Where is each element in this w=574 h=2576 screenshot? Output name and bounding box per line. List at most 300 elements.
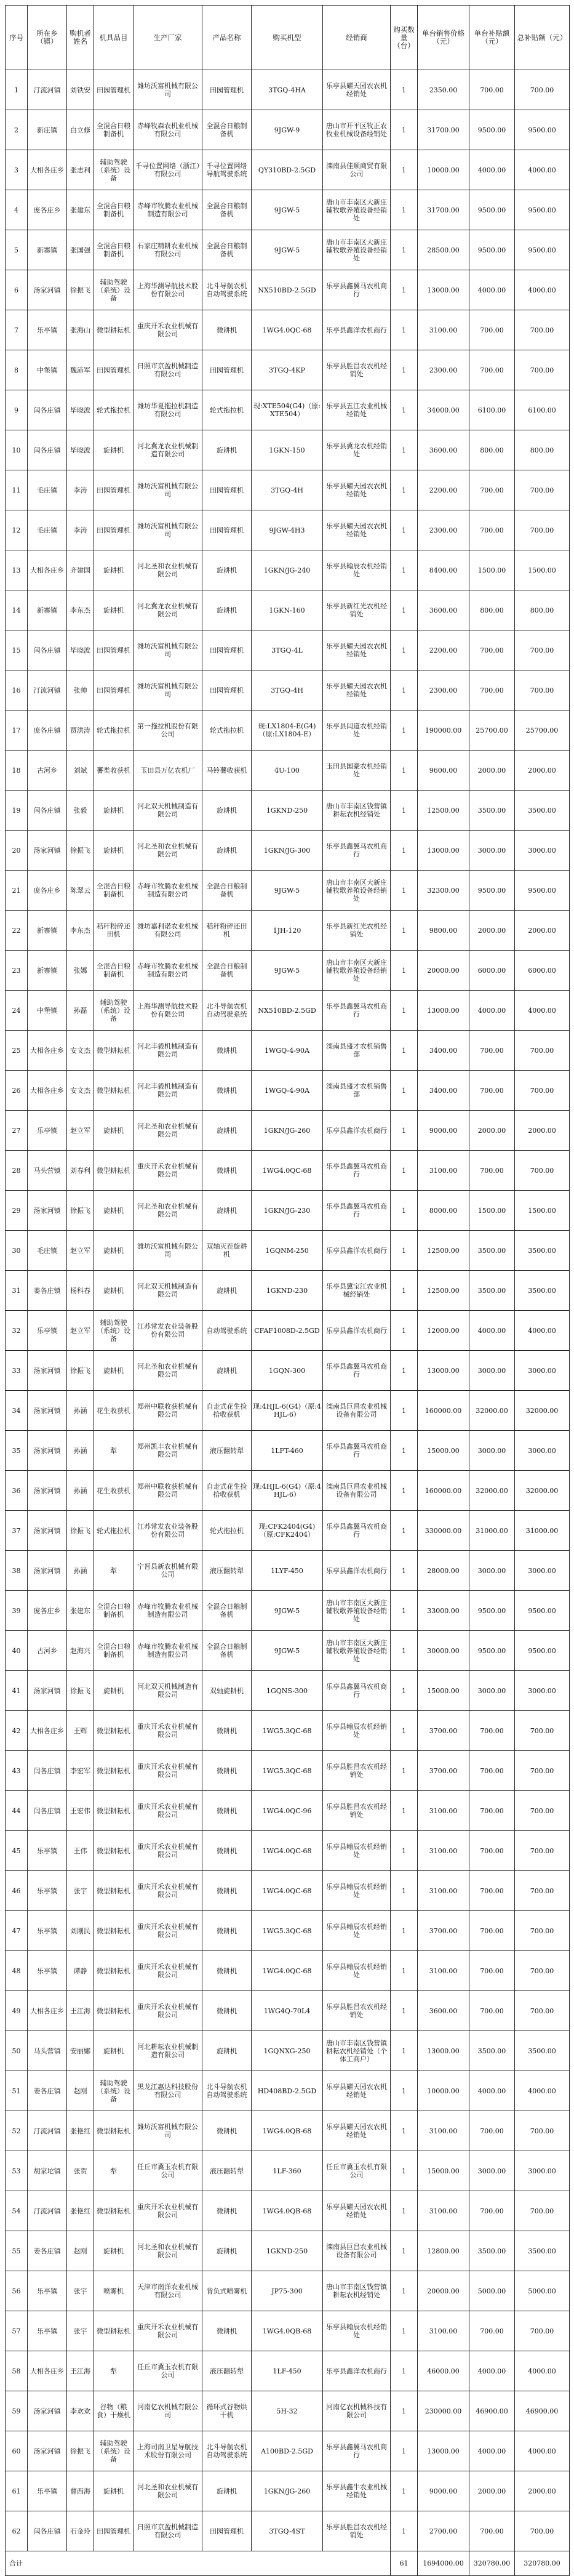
row-no: 28: [6, 1151, 28, 1191]
table-row: [6, 951, 570, 991]
row-town: 汤家河镇: [28, 1471, 67, 1511]
row-category: 轮式拖拉机: [94, 1511, 134, 1551]
row-category: 犁: [94, 2351, 134, 2391]
row-model: 9JGW-4H3: [252, 510, 323, 550]
table-row: [6, 390, 570, 430]
row-category: 辅助驾驶（系统）设备: [94, 150, 134, 190]
row-unit-price: 12500.00: [418, 1271, 469, 1311]
row-total-subsidy: 700.00: [515, 2311, 570, 2351]
row-product: 微耕机: [202, 1951, 252, 1991]
row-unit-subsidy: 9500.00: [469, 110, 515, 150]
table-row: [6, 1911, 570, 1951]
row-model: 1GKN/JG-300: [252, 831, 323, 871]
row-no: 26: [6, 1071, 28, 1111]
row-maker: 河南亿农机械有限公司: [134, 2391, 202, 2431]
row-no: 47: [6, 1911, 28, 1951]
row-product: 微耕机: [202, 1071, 252, 1111]
row-buyer: 刘铁安: [67, 70, 94, 110]
row-town: 大相各庄乡: [28, 550, 67, 590]
row-total-subsidy: 700.00: [515, 1991, 570, 2031]
row-maker: 河北圣和农业机械有限公司: [134, 550, 202, 590]
row-model: 9JGW-5: [252, 190, 323, 230]
table-row: [6, 630, 570, 670]
row-qty: 1: [391, 1271, 418, 1311]
row-buyer: 石金玲: [67, 2511, 94, 2551]
row-product: 微耕机: [202, 2191, 252, 2231]
row-unit-price: 31700.00: [418, 190, 469, 230]
table-row: [6, 710, 570, 751]
row-model: QY310BD-2.5GD: [252, 150, 323, 190]
row-dealer: 唐山市丰南区大新庄辅牧歌养殖设备经销处: [323, 1591, 391, 1631]
row-dealer: 唐山市丰南区钱营镇耕耘农机经销处（个体工商户）: [323, 2031, 391, 2071]
row-product: 背负式喷雾机: [202, 2271, 252, 2311]
row-unit-price: 28000.00: [418, 1551, 469, 1591]
row-model: 1GKN/JG-260: [252, 2471, 323, 2511]
row-maker: 重庆开禾农业机械有限公司: [134, 1911, 202, 1951]
row-unit-subsidy: 32000.00: [469, 1391, 515, 1431]
header-product: 产品名称: [202, 6, 252, 70]
row-category: 田园管理机: [94, 470, 134, 510]
row-total-subsidy: 9500.00: [515, 190, 570, 230]
row-town: 闫各庄镇: [28, 2511, 67, 2551]
row-unit-price: 12500.00: [418, 791, 469, 831]
row-product: 自走式花生捡拾收获机: [202, 1471, 252, 1511]
row-category: 旋耕机: [94, 1191, 134, 1231]
table-row: [6, 510, 570, 550]
row-model: 9JGW-5: [252, 951, 323, 991]
row-total-subsidy: 31000.00: [515, 1511, 570, 1551]
row-category: 辅助驾驶（系统）设备: [94, 270, 134, 310]
row-model: 1LF-450: [252, 2351, 323, 2391]
row-qty: 1: [391, 550, 418, 590]
row-no: 16: [6, 670, 28, 710]
table-row: [6, 1551, 570, 1591]
row-dealer: 乐亭县胜昌农农机经销处: [323, 350, 391, 390]
row-unit-subsidy: 5000.00: [469, 2271, 515, 2311]
row-dealer: 唐山市丰南区大新庄辅牧歌养殖设备经销处: [323, 951, 391, 991]
row-qty: 1: [391, 230, 418, 270]
row-qty: 1: [391, 350, 418, 390]
row-model: 1GKND-250: [252, 2231, 323, 2271]
row-product: 微耕机: [202, 2111, 252, 2151]
row-category: 微型耕耘机: [94, 1991, 134, 2031]
row-qty: 1: [391, 1191, 418, 1231]
row-maker: 任丘市冀玉农机有限公司: [134, 2151, 202, 2191]
row-maker: 宁晋县新农机械有限公司: [134, 1551, 202, 1591]
row-town: 庞各庄乡: [28, 190, 67, 230]
row-model: 1LYF-450: [252, 1551, 323, 1591]
row-unit-subsidy: 6000.00: [469, 951, 515, 991]
row-dealer: 乐亭县鑫翼马农机商行: [323, 2431, 391, 2471]
row-dealer: 乐亭县耀天园农农机经销处: [323, 2111, 391, 2151]
row-dealer: 乐亭县鑫翼马农机商行: [323, 1151, 391, 1191]
row-total-subsidy: 700.00: [515, 1711, 570, 1751]
row-total-subsidy: 700.00: [515, 2111, 570, 2151]
row-maker: 日照市京盈机械制造有限公司: [134, 350, 202, 390]
row-unit-price: 3700.00: [418, 1751, 469, 1791]
row-model: NX510BD-2.5GD: [252, 991, 323, 1031]
row-dealer: 任丘市冀玉农机有限公司: [323, 2151, 391, 2191]
row-maker: 上海华测导航技术股份有限公司: [134, 991, 202, 1031]
row-buyer: 孙涵: [67, 1551, 94, 1591]
row-model: 1WG4.0QC-68: [252, 1831, 323, 1871]
row-buyer: 张海山: [67, 310, 94, 350]
row-no: 50: [6, 2031, 28, 2071]
row-dealer: 乐亭县五江农业机械经销处: [323, 390, 391, 430]
row-maker: 玉田县万亿农机厂: [134, 751, 202, 791]
row-dealer: 乐亭县胜昌农农机经销处: [323, 1991, 391, 2031]
row-unit-subsidy: 2000.00: [469, 751, 515, 791]
total-row: [6, 2551, 570, 2576]
row-town: 庞各庄乡: [28, 1591, 67, 1631]
total-unit-subsidy: 320780.00: [469, 2551, 515, 2576]
row-model: 1WG4.0QB-68: [252, 2191, 323, 2231]
row-dealer: 滦南县巨昌农业机械设备有限公司: [323, 1471, 391, 1511]
row-town: 乐亭镇: [28, 2271, 67, 2311]
row-maker: 潍坊嘉利诺农业机械有限公司: [134, 911, 202, 951]
row-unit-subsidy: 2000.00: [469, 1111, 515, 1151]
row-no: 13: [6, 550, 28, 590]
row-product: 田园管理机: [202, 510, 252, 550]
row-town: 大相各庄乡: [28, 150, 67, 190]
row-product: 轮式拖拉机: [202, 710, 252, 751]
row-model: 现:CFK2404(G4)（原:CFK2404）: [252, 1511, 323, 1551]
row-product: 北斗导航农机自动驾驶系统: [202, 991, 252, 1031]
row-maker: 郑州凯丰农业机械有限公司: [134, 1431, 202, 1471]
row-total-subsidy: 3500.00: [515, 791, 570, 831]
row-total-subsidy: 32000.00: [515, 1471, 570, 1511]
row-unit-price: 3100.00: [418, 1831, 469, 1871]
row-dealer: 乐亭县鑫洋农机商行: [323, 1111, 391, 1151]
row-unit-subsidy: 2000.00: [469, 2471, 515, 2511]
row-qty: 1: [391, 270, 418, 310]
row-total-subsidy: 3500.00: [515, 1271, 570, 1311]
row-category: 微型耕耘机: [94, 2191, 134, 2231]
row-dealer: 乐亭县鑫洋农机商行: [323, 1311, 391, 1351]
table-row: [6, 550, 570, 590]
row-qty: 1: [391, 510, 418, 550]
row-qty: 1: [391, 2111, 418, 2151]
row-product: 旋耕机: [202, 2471, 252, 2511]
row-town: 大相各庄乡: [28, 1071, 67, 1111]
row-model: 1WGQ-4-90A: [252, 1031, 323, 1071]
row-buyer: 徐振飞: [67, 831, 94, 871]
row-maker: 江苏常发农业装备股份有限公司: [134, 1311, 202, 1351]
row-buyer: 杨科春: [67, 1271, 94, 1311]
row-category: 微型耕耘机: [94, 1791, 134, 1831]
row-qty: 1: [391, 1631, 418, 1671]
row-category: 薯类收获机: [94, 751, 134, 791]
row-total-subsidy: 6100.00: [515, 390, 570, 430]
row-town: 马头营镇: [28, 2031, 67, 2071]
table-row: [6, 871, 570, 911]
row-no: 38: [6, 1551, 28, 1591]
row-qty: 1: [391, 390, 418, 430]
row-no: 30: [6, 1231, 28, 1271]
row-total-subsidy: 700.00: [515, 1751, 570, 1791]
row-product: 旋耕机: [202, 2031, 252, 2071]
row-qty: 1: [391, 1711, 418, 1751]
row-total-subsidy: 700.00: [515, 470, 570, 510]
row-no: 60: [6, 2431, 28, 2471]
row-total-subsidy: 2000.00: [515, 1111, 570, 1151]
row-model: 1WG4.0QC-68: [252, 1871, 323, 1911]
row-qty: 1: [391, 2031, 418, 2071]
row-unit-price: 3100.00: [418, 2111, 469, 2151]
row-maker: 潍坊沃富机械有限公司: [134, 2111, 202, 2151]
row-qty: 1: [391, 150, 418, 190]
row-maker: 潍坊沃富机械有限公司: [134, 510, 202, 550]
row-no: 39: [6, 1591, 28, 1631]
row-dealer: 乐亭县鑫翼马农机商行: [323, 1671, 391, 1711]
row-buyer: 安丽娜: [67, 2031, 94, 2071]
row-category: 微型耕耘机: [94, 1031, 134, 1071]
row-product: 液压翻转犁: [202, 1551, 252, 1591]
table-row: [6, 70, 570, 110]
row-unit-price: 28500.00: [418, 230, 469, 270]
row-category: 全混合日粮制备机: [94, 951, 134, 991]
row-no: 2: [6, 110, 28, 150]
row-model: 3TGQ-4KP: [252, 350, 323, 390]
row-dealer: 河南亿农机械科技有限公司: [323, 2391, 391, 2431]
row-category: 旋耕机: [94, 590, 134, 630]
row-maker: 河北双天机械制造有限公司: [134, 1271, 202, 1311]
row-model: CFAF1008D-2.5GD: [252, 1311, 323, 1351]
row-category: 旋耕机: [94, 2031, 134, 2071]
row-model: 现:XTE504(G4)（原:XTE504）: [252, 390, 323, 430]
row-model: 1GKND-230: [252, 1271, 323, 1311]
row-model: 1WG4.0QC-96: [252, 1791, 323, 1831]
row-buyer: 徐振飞: [67, 1511, 94, 1551]
row-product: 旋耕机: [202, 831, 252, 871]
row-no: 15: [6, 630, 28, 670]
row-category: 微型耕耘机: [94, 1151, 134, 1191]
row-total-subsidy: 9500.00: [515, 110, 570, 150]
row-category: 微型耕耘机: [94, 1711, 134, 1751]
row-buyer: 陈翠云: [67, 871, 94, 911]
row-maker: 郑州中联收获机械有限公司: [134, 1391, 202, 1431]
row-category: 辅助驾驶（系统）设备: [94, 991, 134, 1031]
row-maker: 上海司南卫星导航技术股份有限公司: [134, 2431, 202, 2471]
row-unit-subsidy: 4000.00: [469, 2071, 515, 2111]
row-dealer: 玉田县国豪农机经销处: [323, 751, 391, 791]
row-total-subsidy: 2000.00: [515, 911, 570, 951]
row-total-subsidy: 4000.00: [515, 270, 570, 310]
row-dealer: 乐亭县鑫翼马农机商行: [323, 831, 391, 871]
row-no: 52: [6, 2111, 28, 2151]
row-category: 微型耕耘机: [94, 1871, 134, 1911]
row-town: 闫各庄镇: [28, 791, 67, 831]
row-buyer: 李宏军: [67, 1751, 94, 1791]
table-row: [6, 1031, 570, 1071]
row-dealer: 滦南县佳顺商贸有限公司: [323, 150, 391, 190]
row-category: 旋耕机: [94, 430, 134, 470]
row-model: 1WG4Q-70L4: [252, 1991, 323, 2031]
header-model: 购买机型: [252, 6, 323, 70]
row-unit-subsidy: 700.00: [469, 70, 515, 110]
subsidy-table: [5, 5, 570, 2576]
header-dealer: 经销商: [323, 6, 391, 70]
row-no: 54: [6, 2191, 28, 2231]
row-model: 现:LX1804-E(G4)（原:LX1804-E）: [252, 710, 323, 751]
row-buyer: 赵刚: [67, 2231, 94, 2271]
row-no: 32: [6, 1311, 28, 1351]
row-no: 29: [6, 1191, 28, 1231]
table-row: [6, 1711, 570, 1751]
row-product: 马铃薯收获机: [202, 751, 252, 791]
row-unit-subsidy: 6100.00: [469, 390, 515, 430]
row-model: 1GKN-150: [252, 430, 323, 470]
row-buyer: 王辉: [67, 1711, 94, 1751]
row-qty: 1: [391, 1031, 418, 1071]
row-buyer: 张宇: [67, 2311, 94, 2351]
row-maker: 重庆开禾农业机械有限公司: [134, 1991, 202, 2031]
table-row: [6, 1831, 570, 1871]
row-total-subsidy: 25700.00: [515, 710, 570, 751]
row-qty: 1: [391, 2471, 418, 2511]
table-row: [6, 2471, 570, 2511]
row-town: 闫各庄镇: [28, 430, 67, 470]
row-unit-subsidy: 1500.00: [469, 550, 515, 590]
row-category: 微型耕耘机: [94, 1751, 134, 1791]
row-unit-price: 15000.00: [418, 1431, 469, 1471]
row-town: 汤家河镇: [28, 270, 67, 310]
row-total-subsidy: 32000.00: [515, 1391, 570, 1431]
row-buyer: 白立修: [67, 110, 94, 150]
row-unit-subsidy: 9500.00: [469, 871, 515, 911]
table-row: [6, 590, 570, 630]
row-maker: 千寻位置网络（浙江）有限公司: [134, 150, 202, 190]
row-category: 辅助驾驶（系统）设备: [94, 1311, 134, 1351]
row-total-subsidy: 3000.00: [515, 2151, 570, 2191]
row-product: 全混合日粮制备机: [202, 230, 252, 270]
table-row: [6, 1351, 570, 1391]
header-town: 所在乡（镇）: [28, 6, 67, 70]
row-qty: 1: [391, 1391, 418, 1431]
row-unit-price: 9000.00: [418, 2471, 469, 2511]
row-unit-subsidy: 3000.00: [469, 1671, 515, 1711]
row-unit-price: 2200.00: [418, 470, 469, 510]
row-model: 9JGW-5: [252, 230, 323, 270]
row-unit-price: 8400.00: [418, 550, 469, 590]
row-total-subsidy: 1500.00: [515, 550, 570, 590]
row-town: 汤家河镇: [28, 2431, 67, 2471]
row-product: 田园管理机: [202, 2511, 252, 2551]
row-no: 49: [6, 1991, 28, 2031]
row-qty: 1: [391, 1831, 418, 1871]
row-category: 犁: [94, 1551, 134, 1591]
table-row: [6, 350, 570, 390]
row-town: 汤家河镇: [28, 1431, 67, 1471]
row-town: 乐亭镇: [28, 310, 67, 350]
row-category: 旋耕机: [94, 1351, 134, 1391]
row-town: 汤家河镇: [28, 1391, 67, 1431]
row-category: 全混合日粮制备机: [94, 190, 134, 230]
row-town: 乐亭镇: [28, 1831, 67, 1871]
row-total-subsidy: 6000.00: [515, 951, 570, 991]
row-dealer: 乐亭县胜昌农农机经销处: [323, 1751, 391, 1791]
table-row: [6, 2431, 570, 2471]
row-unit-price: 15000.00: [418, 1671, 469, 1711]
row-category: 全混合日粮制备机: [94, 230, 134, 270]
row-maker: 潍坊华夏拖拉机制造有限公司: [134, 390, 202, 430]
row-dealer: 乐亭县翰辰农机经销处: [323, 1871, 391, 1911]
row-no: 62: [6, 2511, 28, 2551]
row-maker: 河北冀龙农业机械有限公司: [134, 590, 202, 630]
row-product: 田园管理机: [202, 670, 252, 710]
row-town: 汀流河镇: [28, 70, 67, 110]
row-town: 新寨镇: [28, 230, 67, 270]
row-dealer: 乐亭县鑫洋农机商行: [323, 1551, 391, 1591]
row-total-subsidy: 9500.00: [515, 230, 570, 270]
row-model: 9JGW-5: [252, 871, 323, 911]
row-buyer: 孙磊: [67, 991, 94, 1031]
row-unit-subsidy: 3500.00: [469, 791, 515, 831]
row-town: 姜各庄镇: [28, 1271, 67, 1311]
row-category: 田园管理机: [94, 2511, 134, 2551]
row-qty: 1: [391, 1671, 418, 1711]
row-dealer: 乐亭县耀天园农农机经销处: [323, 510, 391, 550]
row-unit-price: 3100.00: [418, 1871, 469, 1911]
row-unit-subsidy: 700.00: [469, 310, 515, 350]
row-product: 微耕机: [202, 310, 252, 350]
table-row: [6, 150, 570, 190]
row-maker: 河北耕耘农业机械制造有限公司: [134, 2031, 202, 2071]
row-unit-subsidy: 700.00: [469, 1791, 515, 1831]
table-body: [6, 70, 570, 2551]
row-total-subsidy: 4000.00: [515, 991, 570, 1031]
row-unit-subsidy: 31000.00: [469, 1511, 515, 1551]
row-product: 旋耕机: [202, 1351, 252, 1391]
row-total-subsidy: 700.00: [515, 2511, 570, 2551]
table-row: [6, 1671, 570, 1711]
row-product: 旋耕机: [202, 1271, 252, 1311]
row-no: 58: [6, 2351, 28, 2391]
row-buyer: 李涛: [67, 510, 94, 550]
row-town: 乐亭镇: [28, 2311, 67, 2351]
row-total-subsidy: 3500.00: [515, 1231, 570, 1271]
row-maker: 河北冀龙农业机械制造有限公司: [134, 430, 202, 470]
row-unit-subsidy: 700.00: [469, 1031, 515, 1071]
row-unit-price: 3400.00: [418, 1031, 469, 1071]
row-qty: 1: [391, 1591, 418, 1631]
row-dealer: 乐亭县鑫翼马农机商行: [323, 270, 391, 310]
row-no: 5: [6, 230, 28, 270]
row-unit-subsidy: 3000.00: [469, 1351, 515, 1391]
row-qty: 1: [391, 1871, 418, 1911]
row-unit-price: 2300.00: [418, 670, 469, 710]
row-unit-subsidy: 800.00: [469, 430, 515, 470]
row-product: 田园管理机: [202, 70, 252, 110]
row-model: 1GQNS-300: [252, 1671, 323, 1711]
row-no: 36: [6, 1471, 28, 1511]
row-category: 微型耕耘机: [94, 2111, 134, 2151]
row-total-subsidy: 2000.00: [515, 2471, 570, 2511]
row-buyer: 孙涵: [67, 1391, 94, 1431]
row-category: 全混合日粮制备机: [94, 110, 134, 150]
row-unit-price: 9600.00: [418, 751, 469, 791]
row-unit-price: 3100.00: [418, 2311, 469, 2351]
row-total-subsidy: 3500.00: [515, 2031, 570, 2071]
row-dealer: 乐亭县耀天园农农机经销处: [323, 2071, 391, 2111]
row-maker: 潍坊沃富机械有限公司: [134, 1231, 202, 1271]
row-unit-price: 9000.00: [418, 1111, 469, 1151]
row-model: 1GKN/JG-240: [252, 550, 323, 590]
row-maker: 第一拖拉机股份有限公司: [134, 710, 202, 751]
row-town: 大相各庄乡: [28, 2351, 67, 2391]
row-buyer: 王宏伟: [67, 1791, 94, 1831]
row-town: 乐亭镇: [28, 1911, 67, 1951]
